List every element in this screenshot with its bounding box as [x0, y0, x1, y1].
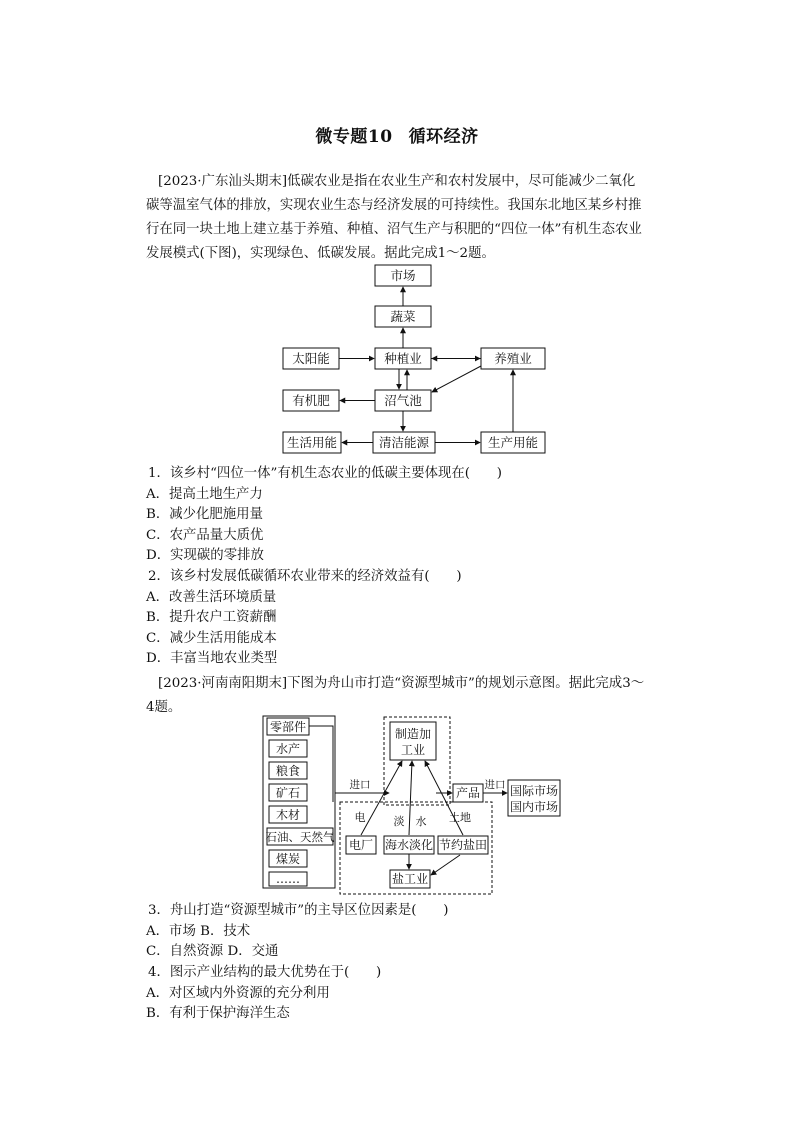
title-main: 微专题10 — [315, 127, 393, 147]
agriculture-cycle-diagram — [275, 260, 575, 460]
label-manufacturing-2: 工业 — [400, 743, 426, 757]
question-1-option-a: A．提高土地生产力 — [146, 486, 263, 502]
question-1-stem: 1．该乡村“四位一体”有机生态农业的低碳主要体现在( ) — [148, 466, 503, 481]
label-domestic-market: 国内市场 — [509, 800, 559, 814]
label-import: 进口 — [349, 779, 371, 791]
intro-paragraph-1: [2023·广东汕头期末]低碳农业是指在农业生产和农村发展中，尽可能减少二氧化碳等温室气体的排放，实现农业生态与经济发展的可持续性。我国东北地区某乡村推行在同一块土地上建立基于养殖、种植、沼气生产与积肥的“四位一体”有机生态农业发展模式(下图)，实现绿色、低碳发展。据此完成1～2题。 — [146, 174, 642, 261]
question-4 — [146, 963, 381, 1025]
intro-paragraph-2: [2023·河南南阳期末]下图为舟山市打造“资源型城市”的规划示意图。据此完成3～4题。 — [146, 676, 645, 715]
label-planting: 种植业 — [384, 351, 422, 366]
question-2-stem: 2．该乡村发展低碳循环农业带来的经济效益有( ) — [148, 569, 462, 584]
label-desalination: 海水淡化 — [384, 838, 434, 852]
page-title — [0, 122, 794, 147]
label-land: 土地 — [449, 811, 471, 824]
question-1 — [146, 464, 502, 567]
label-oil-gas: 石油、天然气 — [265, 830, 335, 844]
question-2-option-a: A．改善生活环境质量 — [146, 589, 277, 605]
question-2-option-c: C．减少生活用能成本 — [146, 630, 277, 646]
zhoushan-planning-diagram — [260, 712, 600, 898]
label-breeding: 养殖业 — [494, 351, 532, 366]
label-fresh: 淡 — [393, 815, 405, 828]
label-production-energy: 生产用能 — [487, 435, 539, 450]
question-3 — [146, 901, 448, 963]
label-manufacturing-1: 制造加 — [394, 727, 432, 741]
label-salt-field: 节约盐田 — [438, 838, 488, 852]
title-topic: 循环经济 — [408, 127, 479, 147]
label-biogas-pool: 沼气池 — [384, 393, 422, 408]
label-market: 市场 — [390, 268, 416, 283]
question-1-option-d: D．实现碳的零排放 — [146, 548, 264, 564]
label-power-plant: 电厂 — [348, 838, 374, 852]
question-3-option-ab: A．市场 B．技术 — [146, 923, 251, 939]
label-aquatic: 水产 — [275, 742, 301, 756]
label-clean-energy: 清洁能源 — [378, 435, 430, 450]
label-organic-fertilizer: 有机肥 — [292, 393, 330, 408]
question-3-stem: 3．舟山打造“资源型城市”的主导区位因素是( ) — [148, 903, 449, 918]
label-electricity: 电 — [354, 811, 366, 824]
question-1-option-b: B．减少化肥施用量 — [146, 507, 263, 523]
label-vegetables: 蔬菜 — [390, 309, 416, 324]
label-salt-industry: 盐工业 — [391, 872, 429, 886]
label-ore: 矿石 — [275, 786, 301, 800]
label-coal: 煤炭 — [275, 852, 301, 866]
label-international-market: 国际市场 — [509, 784, 559, 798]
label-export: 进口 — [484, 779, 506, 791]
label-solar: 太阳能 — [292, 351, 330, 366]
label-product: 产品 — [455, 786, 481, 800]
question-2-option-d: D．丰富当地农业类型 — [146, 651, 278, 667]
question-4-stem: 4．图示产业结构的最大优势在于( ) — [148, 965, 382, 980]
label-water: 水 — [415, 815, 427, 828]
label-parts: 零部件 — [269, 720, 307, 734]
label-timber: 木材 — [275, 808, 301, 822]
question-1-option-c: C．农产品量大质优 — [146, 527, 264, 543]
label-grain: 粮食 — [275, 764, 301, 778]
label-domestic-energy: 生活用能 — [286, 435, 338, 450]
question-4-option-b: B．有利于保护海洋生态 — [146, 1006, 290, 1022]
label-etc: …… — [276, 872, 300, 886]
question-2 — [146, 567, 462, 670]
question-2-option-b: B．提升农户工资薪酬 — [146, 610, 277, 626]
question-3-option-cd: C．自然资源 D．交通 — [146, 944, 279, 960]
question-4-option-a: A．对区域内外资源的充分利用 — [146, 985, 330, 1001]
